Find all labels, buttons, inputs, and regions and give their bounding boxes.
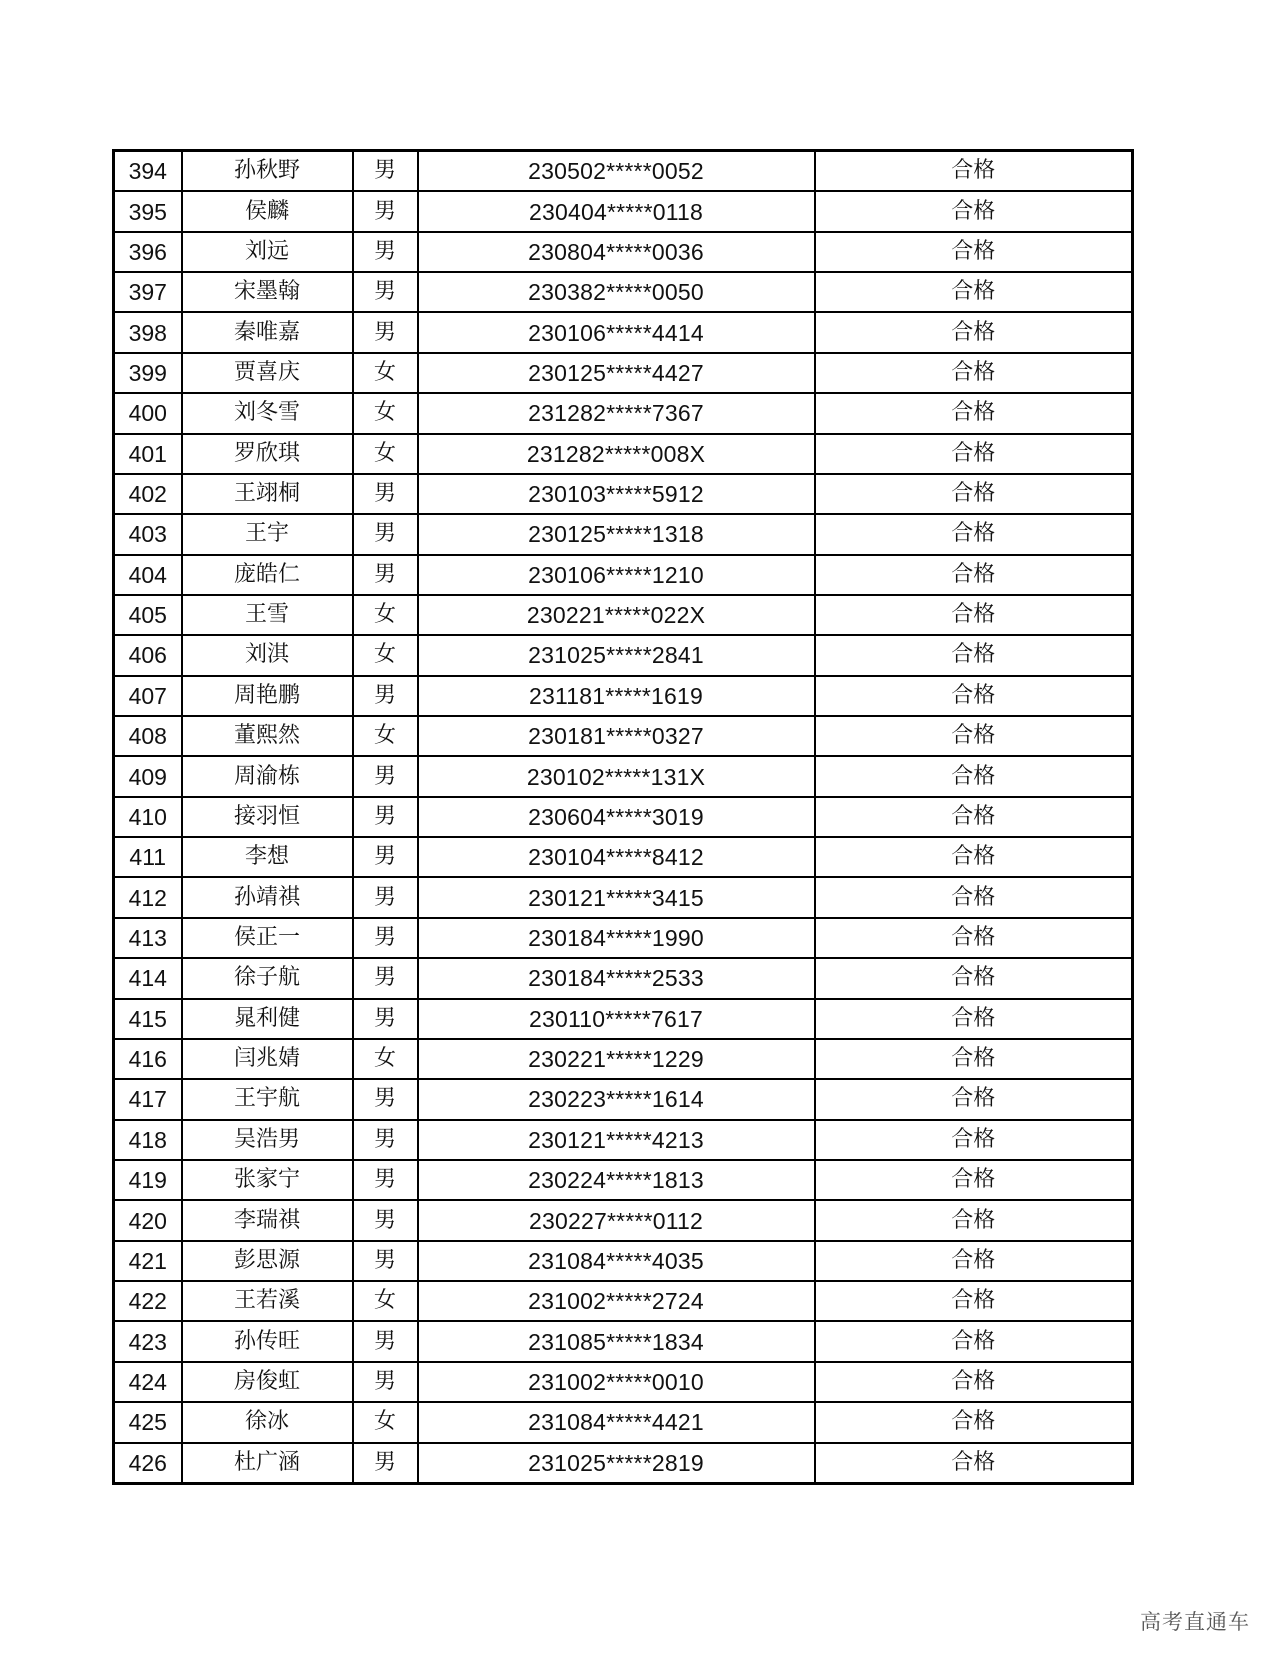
row-number-cell: 425: [114, 1402, 182, 1442]
result-cell: 合格: [815, 353, 1133, 393]
id-number-cell: 230125*****4427: [418, 353, 815, 393]
id-number-cell: 230223*****1614: [418, 1079, 815, 1119]
gender-cell: 男: [353, 1079, 418, 1119]
row-number-cell: 416: [114, 1039, 182, 1079]
table-row: [114, 1160, 1133, 1200]
gender-cell: 男: [353, 958, 418, 998]
row-number-cell: 410: [114, 797, 182, 837]
id-number-cell: 231282*****008X: [418, 434, 815, 474]
row-number-cell: 400: [114, 393, 182, 433]
result-cell: 合格: [815, 1321, 1133, 1361]
row-number-cell: 402: [114, 474, 182, 514]
result-cell: 合格: [815, 474, 1133, 514]
name-cell: 房俊虹: [182, 1362, 353, 1402]
result-cell: 合格: [815, 1402, 1133, 1442]
id-number-cell: 231025*****2841: [418, 635, 815, 675]
gender-cell: 男: [353, 191, 418, 231]
result-cell: 合格: [815, 1281, 1133, 1321]
id-number-cell: 230184*****2533: [418, 958, 815, 998]
table-row: [114, 1120, 1133, 1160]
gender-cell: 男: [353, 1241, 418, 1281]
gender-cell: 女: [353, 1281, 418, 1321]
id-number-cell: 231002*****0010: [418, 1362, 815, 1402]
name-cell: 李瑞祺: [182, 1200, 353, 1240]
result-cell: 合格: [815, 797, 1133, 837]
name-cell: 接羽恒: [182, 797, 353, 837]
table-row: [114, 353, 1133, 393]
name-cell: 罗欣琪: [182, 434, 353, 474]
id-number-cell: 231025*****2819: [418, 1443, 815, 1484]
name-cell: 徐冰: [182, 1402, 353, 1442]
table-row: [114, 958, 1133, 998]
name-cell: 贾喜庆: [182, 353, 353, 393]
result-cell: 合格: [815, 514, 1133, 554]
table-row: [114, 1443, 1133, 1484]
gender-cell: 男: [353, 272, 418, 312]
name-cell: 张家宁: [182, 1160, 353, 1200]
name-cell: 刘淇: [182, 635, 353, 675]
name-cell: 闫兆婧: [182, 1039, 353, 1079]
table-row: [114, 393, 1133, 433]
gender-cell: 男: [353, 514, 418, 554]
row-number-cell: 423: [114, 1321, 182, 1361]
name-cell: 孙靖祺: [182, 877, 353, 917]
name-cell: 侯正一: [182, 918, 353, 958]
gender-cell: 男: [353, 1321, 418, 1361]
gender-cell: 女: [353, 393, 418, 433]
id-number-cell: 231282*****7367: [418, 393, 815, 433]
row-number-cell: 419: [114, 1160, 182, 1200]
row-number-cell: 409: [114, 756, 182, 796]
row-number-cell: 420: [114, 1200, 182, 1240]
name-cell: 王雪: [182, 595, 353, 635]
id-number-cell: 231084*****4035: [418, 1241, 815, 1281]
row-number-cell: 412: [114, 877, 182, 917]
id-number-cell: 230184*****1990: [418, 918, 815, 958]
result-cell: 合格: [815, 837, 1133, 877]
result-cell: 合格: [815, 756, 1133, 796]
name-cell: 侯麟: [182, 191, 353, 231]
table-row: [114, 635, 1133, 675]
result-cell: 合格: [815, 1120, 1133, 1160]
table-row: [114, 1200, 1133, 1240]
result-cell: 合格: [815, 232, 1133, 272]
id-number-cell: 230106*****4414: [418, 312, 815, 352]
table-row: [114, 797, 1133, 837]
table-row: [114, 676, 1133, 716]
gender-cell: 男: [353, 312, 418, 352]
row-number-cell: 413: [114, 918, 182, 958]
row-number-cell: 404: [114, 555, 182, 595]
id-number-cell: 231084*****4421: [418, 1402, 815, 1442]
id-number-cell: 230804*****0036: [418, 232, 815, 272]
name-cell: 王翊桐: [182, 474, 353, 514]
table-row: [114, 716, 1133, 756]
table-row: [114, 434, 1133, 474]
name-cell: 王若溪: [182, 1281, 353, 1321]
id-number-cell: 230125*****1318: [418, 514, 815, 554]
gender-cell: 男: [353, 232, 418, 272]
table-body: [114, 151, 1133, 1484]
id-number-cell: 230502*****0052: [418, 151, 815, 192]
table-row: [114, 1241, 1133, 1281]
row-number-cell: 408: [114, 716, 182, 756]
result-cell: 合格: [815, 393, 1133, 433]
id-number-cell: 230121*****3415: [418, 877, 815, 917]
id-number-cell: 230604*****3019: [418, 797, 815, 837]
gender-cell: 男: [353, 797, 418, 837]
result-cell: 合格: [815, 151, 1133, 192]
table-row: [114, 312, 1133, 352]
table-row: [114, 232, 1133, 272]
gender-cell: 男: [353, 999, 418, 1039]
row-number-cell: 418: [114, 1120, 182, 1160]
table-row: [114, 1402, 1133, 1442]
result-cell: 合格: [815, 595, 1133, 635]
row-number-cell: 406: [114, 635, 182, 675]
gender-cell: 男: [353, 1443, 418, 1484]
name-cell: 晁利健: [182, 999, 353, 1039]
result-cell: 合格: [815, 1160, 1133, 1200]
gender-cell: 男: [353, 1200, 418, 1240]
name-cell: 刘冬雪: [182, 393, 353, 433]
table-row: [114, 474, 1133, 514]
row-number-cell: 407: [114, 676, 182, 716]
gender-cell: 男: [353, 555, 418, 595]
id-number-cell: 230404*****0118: [418, 191, 815, 231]
id-number-cell: 230110*****7617: [418, 999, 815, 1039]
row-number-cell: 399: [114, 353, 182, 393]
name-cell: 宋墨翰: [182, 272, 353, 312]
gender-cell: 女: [353, 716, 418, 756]
row-number-cell: 424: [114, 1362, 182, 1402]
gender-cell: 男: [353, 1362, 418, 1402]
gender-cell: 女: [353, 635, 418, 675]
name-cell: 董熙然: [182, 716, 353, 756]
row-number-cell: 396: [114, 232, 182, 272]
id-number-cell: 231181*****1619: [418, 676, 815, 716]
name-cell: 周艳鹏: [182, 676, 353, 716]
name-cell: 杜广涵: [182, 1443, 353, 1484]
result-cell: 合格: [815, 877, 1133, 917]
result-cell: 合格: [815, 1443, 1133, 1484]
result-cell: 合格: [815, 1362, 1133, 1402]
id-number-cell: 230221*****1229: [418, 1039, 815, 1079]
result-cell: 合格: [815, 555, 1133, 595]
id-number-cell: 230102*****131X: [418, 756, 815, 796]
name-cell: 秦唯嘉: [182, 312, 353, 352]
gender-cell: 男: [353, 676, 418, 716]
row-number-cell: 401: [114, 434, 182, 474]
table-row: [114, 877, 1133, 917]
gender-cell: 男: [353, 474, 418, 514]
gender-cell: 女: [353, 1039, 418, 1079]
gender-cell: 女: [353, 353, 418, 393]
name-cell: 李想: [182, 837, 353, 877]
watermark-text: 高考直通车: [1140, 1610, 1250, 1634]
name-cell: 王宇: [182, 514, 353, 554]
gender-cell: 男: [353, 1120, 418, 1160]
result-cell: 合格: [815, 1039, 1133, 1079]
table-row: [114, 151, 1133, 192]
result-cell: 合格: [815, 958, 1133, 998]
table-row: [114, 999, 1133, 1039]
table-row: [114, 837, 1133, 877]
row-number-cell: 426: [114, 1443, 182, 1484]
row-number-cell: 411: [114, 837, 182, 877]
name-cell: 彭思源: [182, 1241, 353, 1281]
row-number-cell: 395: [114, 191, 182, 231]
table-row: [114, 1039, 1133, 1079]
table-row: [114, 1362, 1133, 1402]
row-number-cell: 414: [114, 958, 182, 998]
table-row: [114, 595, 1133, 635]
id-number-cell: 231085*****1834: [418, 1321, 815, 1361]
row-number-cell: 405: [114, 595, 182, 635]
result-cell: 合格: [815, 191, 1133, 231]
result-cell: 合格: [815, 312, 1133, 352]
row-number-cell: 415: [114, 999, 182, 1039]
result-cell: 合格: [815, 999, 1133, 1039]
table-row: [114, 1281, 1133, 1321]
id-number-cell: 230104*****8412: [418, 837, 815, 877]
row-number-cell: 417: [114, 1079, 182, 1119]
table-row: [114, 1321, 1133, 1361]
id-number-cell: 230221*****022X: [418, 595, 815, 635]
id-number-cell: 230121*****4213: [418, 1120, 815, 1160]
row-number-cell: 397: [114, 272, 182, 312]
name-cell: 孙秋野: [182, 151, 353, 192]
name-cell: 徐子航: [182, 958, 353, 998]
id-number-cell: 231002*****2724: [418, 1281, 815, 1321]
row-number-cell: 422: [114, 1281, 182, 1321]
id-number-cell: 230181*****0327: [418, 716, 815, 756]
name-cell: 吴浩男: [182, 1120, 353, 1160]
result-cell: 合格: [815, 1241, 1133, 1281]
gender-cell: 女: [353, 1402, 418, 1442]
name-cell: 刘远: [182, 232, 353, 272]
gender-cell: 女: [353, 434, 418, 474]
name-cell: 庞皓仁: [182, 555, 353, 595]
name-cell: 周渝栋: [182, 756, 353, 796]
result-cell: 合格: [815, 676, 1133, 716]
table-row: [114, 756, 1133, 796]
gender-cell: 男: [353, 756, 418, 796]
row-number-cell: 398: [114, 312, 182, 352]
result-cell: 合格: [815, 635, 1133, 675]
result-cell: 合格: [815, 716, 1133, 756]
name-cell: 王宇航: [182, 1079, 353, 1119]
name-cell: 孙传旺: [182, 1321, 353, 1361]
table-row: [114, 272, 1133, 312]
gender-cell: 男: [353, 918, 418, 958]
id-number-cell: 230224*****1813: [418, 1160, 815, 1200]
gender-cell: 男: [353, 877, 418, 917]
gender-cell: 男: [353, 837, 418, 877]
results-table: [112, 149, 1134, 1485]
id-number-cell: 230106*****1210: [418, 555, 815, 595]
id-number-cell: 230227*****0112: [418, 1200, 815, 1240]
result-cell: 合格: [815, 1079, 1133, 1119]
table-row: [114, 555, 1133, 595]
row-number-cell: 421: [114, 1241, 182, 1281]
result-cell: 合格: [815, 918, 1133, 958]
id-number-cell: 230382*****0050: [418, 272, 815, 312]
gender-cell: 女: [353, 595, 418, 635]
result-cell: 合格: [815, 272, 1133, 312]
gender-cell: 男: [353, 151, 418, 192]
table-row: [114, 514, 1133, 554]
row-number-cell: 394: [114, 151, 182, 192]
result-cell: 合格: [815, 1200, 1133, 1240]
table-row: [114, 191, 1133, 231]
result-cell: 合格: [815, 434, 1133, 474]
row-number-cell: 403: [114, 514, 182, 554]
gender-cell: 男: [353, 1160, 418, 1200]
id-number-cell: 230103*****5912: [418, 474, 815, 514]
table-row: [114, 918, 1133, 958]
table-row: [114, 1079, 1133, 1119]
